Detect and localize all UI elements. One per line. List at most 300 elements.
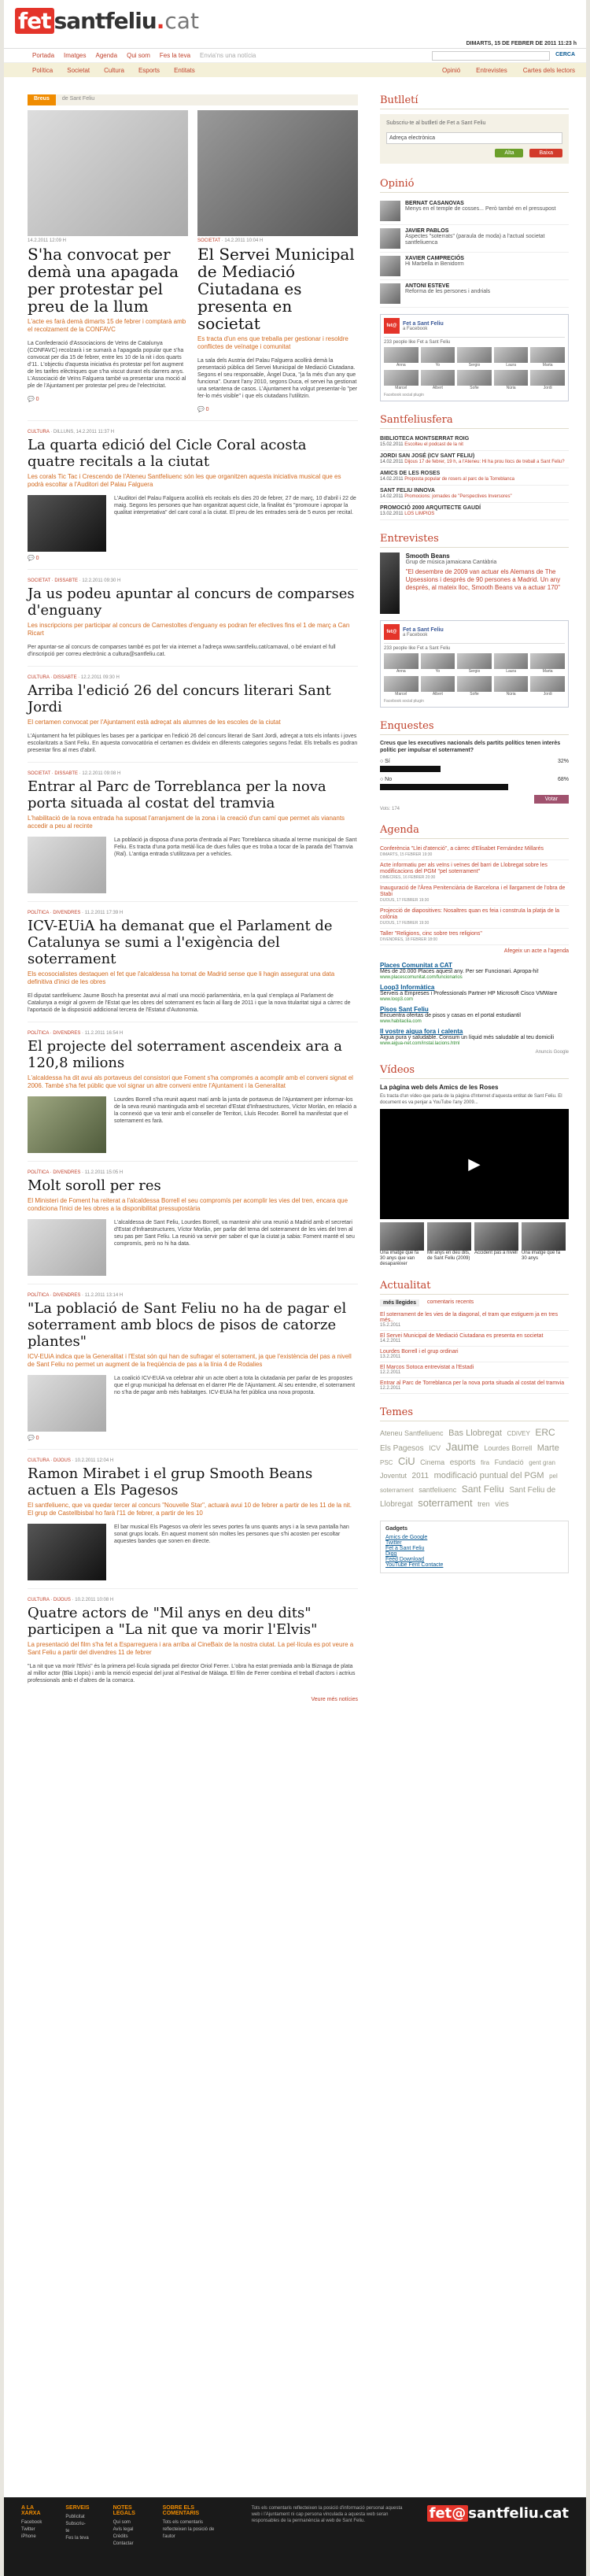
- article-meta: CULTURA · DILLUNS, 14.2.2011 11:37 H: [28, 430, 115, 434]
- footer-column: [21, 2505, 42, 2548]
- most-read-date: 14.2.2011: [380, 1339, 401, 1343]
- tag-link[interactable]: CDiVEY: [507, 1430, 530, 1437]
- article-image[interactable]: [28, 495, 106, 552]
- tag-link[interactable]: gent gran: [529, 1459, 555, 1466]
- facebook-box-2: [380, 620, 569, 708]
- tab-mes-llegides[interactable]: més llegides: [380, 1299, 419, 1306]
- footer-logo[interactable]: fet@ santfeliu.cat: [427, 2505, 569, 2548]
- most-read-date: 12.2.2011: [380, 1386, 401, 1391]
- tag-link[interactable]: fira: [481, 1459, 490, 1466]
- facebook-fan[interactable]: [384, 676, 419, 697]
- feed-link[interactable]: Dijous 17 de febrer, 19 h, a l'Ateneu: Hi ha prou llocs de treball a Sant Feliu?: [404, 460, 565, 464]
- article-image[interactable]: [28, 1524, 106, 1580]
- agenda-title[interactable]: Taller "Religions, cinc sobre tres religions": [380, 931, 482, 937]
- section-title-entrevistes: Entrevistes: [380, 533, 569, 548]
- avatar: [457, 676, 492, 692]
- thumbnail-caption: Una imatge que fa 30 anys: [522, 1251, 561, 1261]
- avatar: [380, 283, 400, 304]
- facebook-fan[interactable]: [457, 347, 492, 368]
- tag-link[interactable]: tren: [478, 1500, 490, 1508]
- opinion-item[interactable]: [380, 198, 569, 225]
- article-title[interactable]: Entrar al Parc de Torreblanca per la nova porta situada al costat del tramvia: [28, 778, 326, 811]
- story-meta: SOCIETAT · 14.2.2011 10:04 H: [197, 238, 264, 243]
- article-title[interactable]: Arriba l'edició 26 del concurs literari Sant Jordi: [28, 682, 331, 715]
- ad-text: Aigua pura y saludable. Consum un líquid més saludable al teu domicili: [380, 1035, 555, 1040]
- tag-link[interactable]: Fundació: [494, 1458, 524, 1466]
- feed-link[interactable]: LOS LIMPIOS: [404, 512, 435, 516]
- avatar: [421, 347, 455, 363]
- footer-link[interactable]: Crèdits: [112, 2534, 128, 2539]
- video-thumbnails: [380, 1222, 569, 1267]
- poll-option-pct: 32%: [557, 759, 569, 764]
- fan-name: Sergio: [468, 669, 481, 674]
- interview-quote: "El desembre de 2009 van actuar els Alemans de The Upsessions i després de 90 persones a Madrid. Un any després, al mateix lloc, Smooth Beans va a actuar 170": [405, 568, 561, 591]
- nav-envia-noticia[interactable]: Envia'ns una notícia: [200, 52, 256, 59]
- google-ads: [380, 962, 569, 1046]
- section-title-temes: Temes: [380, 1406, 569, 1421]
- comments-count[interactable]: 💬 0: [197, 407, 209, 412]
- facebook-fan[interactable]: [384, 653, 419, 674]
- video-thumbnail[interactable]: [380, 1222, 424, 1267]
- feed-source[interactable]: PROMOCIÓ 2000 ARQUITECTE GAUDÍ: [380, 505, 481, 511]
- search-button[interactable]: CERCA: [555, 52, 575, 57]
- facebook-fan[interactable]: [421, 653, 455, 674]
- secondary-nav: [4, 63, 586, 77]
- agenda-add-link[interactable]: Afegeix un acte a l'agenda: [503, 948, 569, 954]
- vote-button[interactable]: Votar: [534, 795, 569, 804]
- footer-link[interactable]: Tots els comentaris reflecteixen la posició de l'autor: [162, 2520, 215, 2539]
- nav-societat[interactable]: Societat: [67, 66, 90, 74]
- ad-url[interactable]: www.loop3.com: [380, 997, 414, 1002]
- comments-count[interactable]: 💬 0: [28, 556, 39, 561]
- poll-option-label[interactable]: ○ No: [380, 777, 393, 782]
- facebook-fan[interactable]: [530, 347, 565, 368]
- fan-name: Laura: [506, 363, 516, 368]
- top-story: [197, 110, 358, 412]
- agenda-item[interactable]: [380, 860, 569, 883]
- tag-link[interactable]: Els Pagesos: [380, 1444, 424, 1453]
- article-meta: POLÍTICA · DIVENDRES · 11.2.2011 15:05 H: [28, 1170, 124, 1175]
- tab-breus[interactable]: Breus: [28, 94, 56, 105]
- ad-item[interactable]: [380, 1006, 569, 1024]
- nav-cartes-lectors[interactable]: Cartes dels lectors: [522, 66, 575, 74]
- video-thumbnail[interactable]: [522, 1222, 566, 1267]
- ad-headline[interactable]: Pisos Sant Feliu: [380, 1006, 429, 1013]
- avatar: [457, 370, 492, 386]
- avatar: [421, 653, 455, 669]
- interview-sub: Grup de música jamaicana Cantàbria: [405, 560, 497, 565]
- facebook-page-name[interactable]: Fet a Sant Feliu: [403, 320, 444, 327]
- footer-link[interactable]: iPhone: [21, 2534, 36, 2539]
- footer-link[interactable]: Fes la teva: [65, 2536, 89, 2541]
- nav-imatges[interactable]: Imatges: [64, 52, 87, 59]
- site-logo[interactable]: [15, 8, 199, 34]
- ad-text: Encuentra ofertas de pisos y casas en el portal estudiantil: [380, 1013, 521, 1018]
- tag-link[interactable]: ERC: [535, 1427, 555, 1438]
- tag-link[interactable]: Joventut: [380, 1472, 407, 1480]
- avatar: [494, 370, 529, 386]
- ad-item[interactable]: [380, 962, 569, 980]
- ad-url[interactable]: www.placescomunitat.com/funcionarios: [380, 975, 463, 980]
- agenda-item[interactable]: [380, 844, 569, 860]
- facebook-fan[interactable]: [384, 370, 419, 390]
- facebook-sub: a Facebook: [403, 326, 428, 331]
- footer-column-title: NOTES LEGALS: [112, 2505, 135, 2516]
- article-lead: El Ministeri de Foment ha reiterat a l'alcaldessa Borrell el seu compromís per acomplir les vies del tren, encara que condiciona l'inici de les obres a la disponibilitat pressupostària: [28, 1197, 348, 1212]
- footer-link[interactable]: Subscriu-te: [65, 2522, 86, 2533]
- story-body: La sala dels Austria del Palau Falguera acollirà demà la presentació pública del Servei Municipal de Mediació Ciutadana. Segons el seu responsable, Àngel Duca, "ja fa més d'un any que funciona". Durant l'any 2010, segons Duca, el servei ha gestionat una setantena de casos. L'Ajuntament ha volgut presentar-lo "per fer-lo més visible" i que els ciutadans l'utilitzin.: [197, 358, 358, 399]
- interview-name[interactable]: Smooth Beans: [405, 553, 450, 560]
- most-read-item[interactable]: [380, 1378, 569, 1394]
- santfeliusfera-item: [380, 486, 569, 503]
- avatar: [384, 676, 419, 692]
- most-read-title[interactable]: Lourdes Borrell i el grup ordinari: [380, 1349, 459, 1355]
- agenda-date: DIMECRES, 16 FEBRER 20:30: [380, 875, 436, 880]
- article-image[interactable]: [28, 837, 106, 893]
- fan-name: Laura: [506, 669, 516, 674]
- tab-comentaris-recents[interactable]: comentaris recents: [427, 1299, 474, 1305]
- opinion-title[interactable]: Aspectes "soterrats" (paraula de moda) a l'actual societat santfeliuenca: [405, 234, 545, 246]
- article-meta: CULTURA · DIJOUS · 10.2.2011 10:08 H: [28, 1598, 114, 1602]
- facebook-fan[interactable]: [494, 676, 529, 697]
- tab-de-sant-feliu[interactable]: de Sant Feliu: [56, 94, 358, 105]
- gadget-link[interactable]: YouTube Fent Contacte: [385, 1562, 444, 1568]
- thumbnail-image: [427, 1222, 471, 1251]
- nav-fes-la-teva[interactable]: Fes la teva: [159, 52, 191, 59]
- gadget-link[interactable]: Fet a Sant Feliu: [385, 1546, 425, 1551]
- fan-name: Sofie: [470, 386, 479, 390]
- nav-entrevistes[interactable]: Entrevistes: [476, 66, 507, 74]
- feed-entry: 14.02.2011 Dijous 17 de febrer, 19 h, a l'Ateneu: Hi ha prou llocs de treball a Sant Feliu?: [380, 460, 565, 464]
- avatar: [457, 653, 492, 669]
- tag-link[interactable]: Jaume: [445, 1440, 479, 1453]
- tag-link[interactable]: pel soterrament: [380, 1473, 558, 1494]
- story-body: La Confederació d'Associacions de Veïns de Catalunya (CONFAVC) recolzarà i se sumarà a l'apagada popular que s'ha convocat per dia 15 de febrer, entre les 10 de la nit i dos quarts d'11. L'objectiu d'aquesta iniciativa és protestar pel fort augment de les tarifes elèctriques que s'ha viscut durant els darrers anys. L'Associació de Veïns Falguera també va presentar una moció al ple de l'Ajuntament per protestar pel preu de l'electricitat.: [28, 341, 186, 389]
- gadget-link[interactable]: Digg: [385, 1551, 397, 1557]
- tag-link[interactable]: soterrament: [418, 1497, 473, 1509]
- footer-column-title: A LA XARXA: [21, 2505, 41, 2516]
- most-read-item[interactable]: [380, 1347, 569, 1362]
- facebook-fan[interactable]: [421, 347, 455, 368]
- avatar: [384, 347, 419, 363]
- poll-option-label[interactable]: ○ Sí: [380, 759, 390, 764]
- feed-source[interactable]: JORDI SAN JOSÉ (ICV SANT FELIU): [380, 453, 475, 459]
- story-image[interactable]: [28, 110, 188, 236]
- thumbnail-image: [522, 1222, 566, 1251]
- search-input[interactable]: [432, 51, 550, 61]
- article-lead: Les inscripcions per participar al concurs de Carnestoltes d'enguany es podran fer efectives fins el 1 de març a Can Ricart: [28, 622, 350, 637]
- article-title[interactable]: ICV-EUiA ha demanat que el Parlament de Catalunya se sumi a l'exigència del soterrament: [28, 918, 333, 967]
- facebook-fan[interactable]: [421, 676, 455, 697]
- gadget-link[interactable]: Feed Download: [385, 1557, 425, 1562]
- facebook-page-name[interactable]: Fet a Sant Feliu: [403, 626, 444, 633]
- footer-column-title: SERVEIS: [65, 2505, 90, 2511]
- feed-link[interactable]: Escolteu el podcast de la nit: [404, 442, 463, 447]
- site-footer: [4, 2497, 586, 2576]
- article-body: El bar musical Els Pagesos va oferir les seves portes fa uns quants anys i a la seva pantalla han sonat grups locals. En aquest moment són moltes les persones que s'hi acosten per escoltar aquestes bandes que sonen en directe.: [114, 1525, 349, 1544]
- article-body: Per apuntar-se al concurs de comparses també es pot fer via internet a l'adreça www.santfeliu.cat/carnaval, o bé enviant el full d'inscripció per correu electrònic a cultura@santfeliu.cat.: [28, 645, 336, 657]
- tag-link[interactable]: PSC: [380, 1459, 393, 1466]
- agenda-item[interactable]: [380, 929, 569, 945]
- main-column: [28, 94, 358, 1702]
- opinion-title[interactable]: Reforma de les persones i andrials: [405, 289, 491, 294]
- tag-link[interactable]: Cinema: [420, 1458, 445, 1466]
- thumbnail-image: [474, 1222, 518, 1251]
- avatar: [494, 347, 529, 363]
- poll-results: Vots: 174: [380, 807, 400, 811]
- more-news-link[interactable]: Veure més notícies: [311, 1697, 358, 1702]
- article-image[interactable]: [28, 1219, 106, 1276]
- article: [28, 1588, 358, 1684]
- article-lead: L'habilitació de la nova entrada ha suposat l'arranjament de la zona i la creació d'un camí que permet als vianants accedir a peu al recinte: [28, 815, 345, 830]
- facebook-fan-grid: [384, 347, 565, 390]
- most-read-item[interactable]: [380, 1362, 569, 1378]
- agenda-list: [380, 844, 569, 945]
- gadget-link[interactable]: Twitter: [385, 1540, 402, 1546]
- nav-agenda[interactable]: Agenda: [95, 52, 118, 59]
- video-thumbnail[interactable]: [474, 1222, 518, 1267]
- article-title[interactable]: Molt soroll per res: [28, 1177, 161, 1194]
- article-body: El diputat santfeliuenc Jaume Bosch ha presentat avui al matí una moció parlamentària, en la qual s'emplaça al Parlament de Catalunya a exigir al govern de l'Estat que les obres del soterrament es facin al llarg de 2011 i que la nova titularitat sigui a càrrec de l'aportació de la disposició addicional tercera de l'Estatut d'Autonomia.: [28, 993, 351, 1013]
- newsletter-box: [380, 114, 569, 164]
- newsletter-subtitle: Subscriu-te al butlletí de Fet a Sant Feliu: [386, 120, 486, 126]
- feed-source[interactable]: SANT FELIU INNOVA: [380, 488, 435, 493]
- article-title[interactable]: El projecte del soterrament ascendeix ara a 120,8 milions: [28, 1038, 342, 1071]
- story-lead: Es tracta d'un ens que treballa per gestionar i resoldre conflictes de veïnatge i comunitat: [197, 335, 348, 350]
- footer-column: [65, 2505, 89, 2548]
- facebook-fan[interactable]: [530, 676, 565, 697]
- story-title[interactable]: S'ha convocat per demà una apagada per protestar pel preu de la llum: [28, 245, 179, 316]
- thumbnail-caption: Mil anys en deu dits, de Sant Feliu (2009): [427, 1251, 470, 1261]
- thumbnail-caption: Accident pas a nivell: [474, 1251, 518, 1255]
- footer-link[interactable]: Twitter: [21, 2527, 35, 2532]
- article: [28, 1161, 358, 1276]
- facebook-fan[interactable]: [421, 370, 455, 390]
- video-title[interactable]: La pàgina web dels Amics de les Roses: [380, 1084, 499, 1091]
- tag-link[interactable]: Sant Feliu de Llobregat: [380, 1486, 556, 1509]
- feed-source[interactable]: BIBLIOTECA MONTSERRAT ROIG: [380, 436, 470, 442]
- story-lead: L'acte es farà demà dimarts 15 de febrer i comptarà amb el recolzament de la CONFAVC: [28, 318, 186, 333]
- section-title-butlleti: Butlletí: [380, 94, 569, 109]
- video-player[interactable]: [380, 1109, 569, 1219]
- comments-count[interactable]: 💬 0: [28, 397, 39, 402]
- facebook-box: [380, 314, 569, 401]
- opinion-title[interactable]: Hi Marbella in Benidorm: [405, 261, 464, 267]
- footer-link[interactable]: Avís legal: [112, 2527, 134, 2532]
- nav-cultura[interactable]: Cultura: [104, 66, 124, 74]
- ad-headline[interactable]: Loop3 Informàtica: [380, 984, 435, 991]
- ad-headline[interactable]: Il vostre aigua fora i calenta: [380, 1028, 463, 1035]
- facebook-fan[interactable]: [494, 370, 529, 390]
- email-field[interactable]: Adreça electrònica: [386, 132, 562, 144]
- ad-url[interactable]: www.aigua-net.com/instal.lacions.html: [380, 1041, 460, 1046]
- facebook-sub: a Facebook: [403, 632, 428, 638]
- comments-count[interactable]: 💬 0: [28, 1436, 39, 1441]
- feed-link[interactable]: Proposta popular de rosers al parc de la Torreblanca: [404, 477, 514, 482]
- avatar: [494, 653, 529, 669]
- video-description: Es tracta d'un vídeo que parla de la pàgina d'Internet d'aquesta entitat de Sant Feliu. El document es va penjar a YouTube l'any 2009...: [380, 1094, 562, 1105]
- unsubscribe-button[interactable]: Baixa: [529, 149, 562, 157]
- article-image[interactable]: [28, 1096, 106, 1153]
- facebook-fan[interactable]: [384, 347, 419, 368]
- article: [28, 569, 358, 658]
- article-title[interactable]: Ja us podeu apuntar al concurs de comparses d'enguany: [28, 586, 355, 619]
- poll-bar: [380, 766, 441, 772]
- opinion-item[interactable]: [380, 225, 569, 253]
- facebook-fan[interactable]: [494, 347, 529, 368]
- nav-politica[interactable]: Política: [32, 66, 53, 74]
- avatar: [494, 676, 529, 692]
- article-body: "La nit que va morir l'Elvis" és la primera pel·lícula signada pel director Oriol Ferrer. L'obra ha estat premiada amb la Biznaga de plata al millor actor (Blai Llopis) i amb la menció especial del jurat al Festival de Màlaga. El film de Ferrer combina el treball d'actors i actrius professionals amb el d'altres de la comarca.: [28, 1664, 356, 1683]
- section-title-videos: Vídeos: [380, 1064, 569, 1079]
- poll-option[interactable]: [380, 759, 569, 772]
- most-read-title[interactable]: El soterrament de les vies de la diagonal, el tram que estiguem ja en tres més..: [380, 1312, 559, 1323]
- nav-portada[interactable]: Portada: [32, 52, 55, 59]
- ad-item[interactable]: [380, 1028, 569, 1046]
- tag-link[interactable]: Lourdes Borrell: [484, 1444, 533, 1452]
- opinion-author: JAVIER PABLOS: [405, 228, 449, 234]
- fan-name: Anna: [396, 363, 406, 368]
- fan-name: Jordi: [543, 386, 552, 390]
- agenda-date: DIJOUS, 17 FEBRER 19:30: [380, 898, 430, 903]
- article-meta: SOCIETAT · DISSABTE · 12.2.2011 09:08 H: [28, 771, 121, 776]
- santfeliusfera-item: [380, 468, 569, 486]
- tag-link[interactable]: 2011: [411, 1472, 430, 1480]
- agenda-title[interactable]: Conferència "Llei d'atenció", a càrrec d'Elisabet Fernández Millarés: [380, 846, 544, 852]
- avatar: [457, 347, 492, 363]
- tag-link[interactable]: modificació puntual del PGM: [433, 1471, 544, 1480]
- thumbnail-image: [380, 1222, 424, 1251]
- article-lead: El certamen convocat per l'Ajuntament està adreçat als alumnes de les escoles de la ciutat: [28, 719, 281, 726]
- ad-url[interactable]: www.habitaclia.com: [380, 1019, 422, 1024]
- feed-entry: 13.02.2011 LOS LIMPIOS: [380, 512, 435, 516]
- avatar: [530, 676, 565, 692]
- fan-name: Sergio: [468, 363, 481, 368]
- current-date: DIMARTS, 15 DE FEBRER DE 2011 11:23 h: [466, 41, 577, 46]
- ad-item[interactable]: [380, 984, 569, 1002]
- feed-source[interactable]: AMICS DE LES ROSES: [380, 471, 441, 476]
- opinion-title[interactable]: Menys en el temple de cosses... Però també en el pressupost: [405, 206, 556, 212]
- tag-link[interactable]: Bas Llobregat: [448, 1428, 502, 1438]
- agenda-title[interactable]: Inauguració de l'Àrea Penitenciària de Barcelona i el llargament de l'obra de Stabi: [380, 885, 566, 897]
- opinion-author: XAVIER CAMPRECIÓS: [405, 256, 464, 261]
- facebook-fan[interactable]: [530, 653, 565, 674]
- nav-qui-som[interactable]: Qui som: [127, 52, 150, 59]
- tag-link[interactable]: esports: [449, 1458, 476, 1467]
- agenda-item[interactable]: [380, 906, 569, 929]
- avatar: [530, 347, 565, 363]
- article-title[interactable]: Ramon Mirabet i el grup Smooth Beans actuen a Els Pagesos: [28, 1465, 313, 1499]
- ad-headline[interactable]: Places Comunitat a CAT: [380, 962, 452, 969]
- tag-link[interactable]: santfeliuenc: [419, 1486, 457, 1494]
- nav-entitats[interactable]: Entitats: [174, 66, 195, 74]
- subscribe-button[interactable]: Alta: [495, 149, 523, 157]
- facebook-plugin-label: Facebook social plugin: [384, 699, 424, 704]
- play-icon[interactable]: ▶: [468, 1155, 481, 1173]
- article: [28, 666, 358, 754]
- article-lead: El santfeliuenc, que va quedar tercer al concurs "Nouvelle Star", actuarà avui 10 de febrer a partir de les 11 de la nit. El grup de Castellbisbal ho farà l'11 de febrer, a partir de les 10: [28, 1502, 352, 1517]
- footer-column: [113, 2505, 139, 2548]
- gadget-link[interactable]: Amics de Google: [385, 1535, 428, 1540]
- article-body: La coalició ICV-EUiA va celebrar ahir un acte obert a tota la ciutadania per parlar de les propostes que el grup municipal ha defensat en el darrer Ple de l'Ajuntament. Al seu entendre, el soterrament no s'ha de pagar amb més habitatges. ICV-EUiA ha fet pública una nova proposta.: [114, 1376, 356, 1395]
- fan-name: Marta: [542, 669, 553, 674]
- facebook-fan[interactable]: [530, 370, 565, 390]
- section-title-agenda: Agenda: [380, 824, 569, 839]
- interview-image[interactable]: [380, 553, 400, 614]
- facebook-fan[interactable]: [457, 370, 492, 390]
- nav-opinio[interactable]: Opinió: [442, 66, 461, 74]
- footer-legal-text: Tots els comentaris reflecteixen la posició d'informació personal aquesta web i l'Ajuntament ni cap persona vinculada a aquesta web seran responsables de la permanència al web de Sant Feliu.: [251, 2506, 403, 2523]
- facebook-fan[interactable]: [494, 653, 529, 674]
- article: [28, 762, 358, 893]
- ad-text: Més de 20.000 Places aquest any. Per ser Funcionari. Apropa-hi!: [380, 969, 539, 974]
- story-title[interactable]: El Servei Municipal de Mediació Ciutadana es presenta en societat: [197, 245, 355, 333]
- most-read-title[interactable]: Entrar al Parc de Torreblanca per la nova porta situada al costat del tramvia: [380, 1380, 565, 1386]
- logo-cat: cat: [164, 8, 199, 34]
- section-title-santfeliusfera: Santfeliusfera: [380, 414, 569, 429]
- tag-link[interactable]: vies: [495, 1500, 509, 1509]
- footer-link[interactable]: Facebook: [21, 2520, 42, 2525]
- nav-esports[interactable]: Esports: [138, 66, 160, 74]
- facebook-fan[interactable]: [457, 653, 492, 674]
- poll-option[interactable]: [380, 777, 569, 790]
- feed-link[interactable]: Promocions: jornades de "Perspectives Inversores": [404, 494, 512, 499]
- facebook-fan[interactable]: [457, 676, 492, 697]
- opinion-item[interactable]: [380, 280, 569, 308]
- most-read-title[interactable]: El Servei Municipal de Mediació Ciutadana es presenta en societat: [380, 1333, 544, 1339]
- footer-link[interactable]: Qui som: [112, 2520, 131, 2525]
- article-image[interactable]: [28, 1375, 106, 1432]
- feed-entry: 14.02.2011 Promocions: jornades de "Perspectives Inversores": [380, 494, 512, 499]
- footer-link[interactable]: Publicitat: [65, 2515, 85, 2519]
- fan-name: Yo: [435, 363, 441, 368]
- facebook-like-count: 233 people like Fet a Sant Feliu: [384, 646, 451, 651]
- actualitat-box: [380, 1299, 569, 1394]
- most-read-item[interactable]: [380, 1331, 569, 1347]
- article-title[interactable]: "La població de Sant Feliu no ha de pagar el soterrament amb blocs de pisos de catorze plantes": [28, 1300, 347, 1350]
- video-thumbnail[interactable]: [427, 1222, 471, 1267]
- section-title-opinio: Opinió: [380, 178, 569, 193]
- most-read-date: 15.2.2011: [380, 1323, 401, 1328]
- article-title[interactable]: Quatre actors de "Mil anys en deu dits" participen a "La nit que va morir l'Elvis": [28, 1605, 318, 1638]
- tag-link[interactable]: Marte: [537, 1443, 559, 1453]
- avatar: [421, 676, 455, 692]
- story-image[interactable]: [197, 110, 358, 236]
- facebook-page-icon: fet@: [384, 624, 400, 640]
- tag-link[interactable]: Sant Feliu: [461, 1484, 504, 1495]
- opinion-author: ANTONI ESTEVE: [405, 283, 450, 289]
- most-read-title[interactable]: El Marcos Sotoca entrevistat a l'Estadi: [380, 1365, 474, 1370]
- article-title[interactable]: La quarta edició del Cicle Coral acosta quatre recitals a la ciutat: [28, 437, 307, 470]
- fan-name: Yo: [435, 669, 441, 674]
- tag-link[interactable]: Ateneu Santfeliuenc: [380, 1429, 444, 1437]
- article-meta: POLÍTICA · DIVENDRES · 11.2.2011 16:54 H: [28, 1031, 124, 1036]
- site-header: [4, 0, 586, 49]
- agenda-title[interactable]: Projecció de diapositives: Nosaltres quan es feia i construïa la platja de la colònia: [380, 908, 560, 920]
- tag-link[interactable]: CiU: [397, 1455, 415, 1467]
- opinion-item[interactable]: [380, 253, 569, 280]
- section-title-actualitat: Actualitat: [380, 1280, 569, 1295]
- avatar: [384, 653, 419, 669]
- footer-column-title: SOBRE ELS COMENTARIS: [162, 2505, 200, 2516]
- santfeliusfera-item: [380, 451, 569, 468]
- agenda-title[interactable]: Acte informatiu per als veïns i veïnes del barri de Llobregat sobre les modificacions del PGM "pel soterrament": [380, 863, 548, 874]
- article-body: L'Auditori del Palau Falguera acollirà els recitals els dies 20 de febrer, 27 de març, 10 d'abril i 22 de maig. Segons les persones que han organitzat aquest cicle, la finalitat és "promoure i apropar la qualitat interpretativa" del cant coral a la ciutat. El preu de les entrades serà de 5 euros per recital.: [114, 496, 356, 516]
- tag-link[interactable]: ICV: [429, 1444, 441, 1452]
- footer-link[interactable]: Contactar: [112, 2541, 134, 2546]
- agenda-item[interactable]: [380, 883, 569, 906]
- most-read-item[interactable]: [380, 1310, 569, 1331]
